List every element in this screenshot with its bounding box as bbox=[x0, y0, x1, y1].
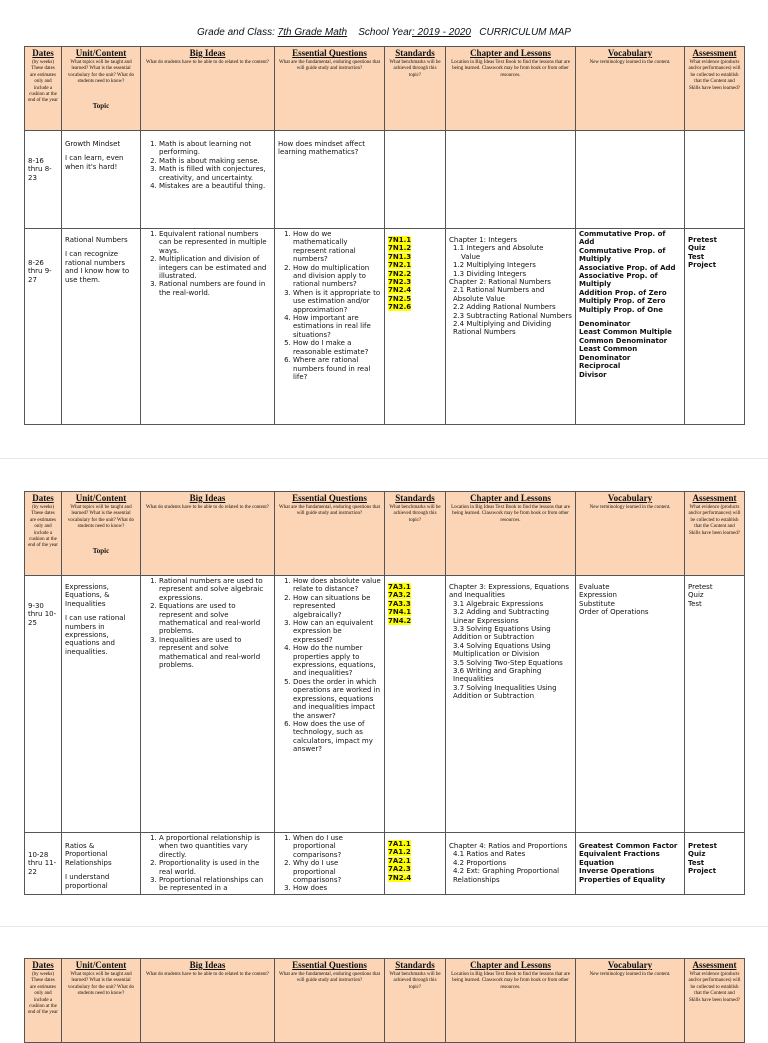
row-assessment bbox=[685, 576, 745, 833]
header-big-ideas: Big Ideas What do students have to be able to do related to the content? bbox=[141, 492, 275, 576]
header-unit: Unit/Content What topics will be taught and learned? What is the essential vocabulary for the unit? What do students need to know? Topic bbox=[62, 47, 141, 131]
vocab-term: Common Denominator bbox=[579, 336, 668, 345]
header-big-ideas: Big Ideas What do students have to be able to do related to the content? bbox=[141, 47, 275, 131]
header-dates: Dates (by weeks) These dates are estimates only and include a cushion at the end of the year bbox=[25, 959, 62, 1043]
standard-code: 7N1.1 bbox=[388, 236, 412, 244]
assessment-item: Pretest bbox=[688, 583, 713, 591]
vocab-term: Commutative Prop. of Add bbox=[579, 230, 666, 247]
row-vocab bbox=[576, 576, 685, 833]
lesson-item: 3.2 Adding and Subtracting Linear Expressions bbox=[453, 608, 550, 625]
vocab-term: Order of Operations bbox=[579, 608, 649, 617]
chapter-heading: Chapter 1: Integers bbox=[449, 236, 518, 244]
assessment-item: Project bbox=[688, 261, 717, 270]
assessment-item: Project bbox=[688, 867, 717, 876]
row-dates: 9-30 thru 10-25 bbox=[25, 576, 62, 833]
assessment-item: Test bbox=[688, 858, 705, 867]
lesson-item: 3.3 Solving Equations Using Addition or Subtraction bbox=[453, 625, 551, 642]
row-big-ideas bbox=[141, 833, 275, 895]
header-assessment: Assessment What evidence (products and/or performances) will be collected to establish that the Content and Skills have been learned? bbox=[685, 47, 745, 131]
assessment-item: Quiz bbox=[688, 244, 706, 253]
list-item: 3. Inequalities are used to represent and solve mathematical and real-world problems. bbox=[159, 636, 271, 670]
table-row bbox=[25, 833, 745, 895]
assessment-item: Test bbox=[688, 252, 705, 261]
list-item: 4. How important are estimations in real life situations? bbox=[293, 314, 381, 339]
vocab-term: Inverse Operations bbox=[579, 867, 655, 876]
vocab-term: Properties of Equality bbox=[579, 875, 666, 884]
vocab-term: Substitute bbox=[579, 599, 615, 608]
assessment-item: Pretest bbox=[688, 842, 717, 850]
header-big-ideas: Big Ideas What do students have to be able to do related to the content? bbox=[141, 959, 275, 1043]
chapter-heading: Chapter 3: Expressions, Equations and Inequalities bbox=[449, 583, 569, 600]
row-big-ideas bbox=[141, 229, 275, 425]
list-item: 3. How can an equivalent expression be expressed? bbox=[293, 619, 381, 644]
lesson-item: 2.3 Subtracting Rational Numbers bbox=[453, 311, 572, 320]
vocab-term: Commutative Prop. of Multiply bbox=[579, 246, 666, 264]
list-item: 2. How can situations be represented algebraically? bbox=[293, 594, 381, 619]
vocab-term: Associative Prop. of Add bbox=[579, 263, 676, 272]
lesson-item: 3.7 Solving Inequalities Using Addition or Subtraction bbox=[453, 683, 557, 701]
list-item: 1. How does absolute value relate to distance? bbox=[293, 577, 381, 594]
assessment-item: Test bbox=[688, 599, 702, 608]
question-text: How does mindset affect learning mathematics? bbox=[278, 140, 365, 157]
lesson-item: 1.1 Integers and Absolute bbox=[453, 244, 544, 253]
list-item: 2. Math is about making sense. bbox=[159, 157, 271, 165]
page-title bbox=[0, 27, 768, 38]
list-item: 2. Why do I use proportional comparisons? bbox=[293, 859, 381, 884]
unit-title: Growth Mindset bbox=[65, 140, 121, 148]
row-big-ideas bbox=[141, 576, 275, 833]
vocab-term: Denominator bbox=[579, 320, 631, 329]
lesson-item: 4.1 Ratios and Rates bbox=[453, 850, 526, 859]
vocab-term: Addition Prop. of Zero bbox=[579, 288, 667, 297]
lesson-item: 2.4 Multiplying and Dividing Rational Numbers bbox=[453, 320, 552, 337]
header-unit: Unit/Content What topics will be taught and learned? What is the essential vocabulary for the unit? What do students need to know? Topic bbox=[62, 492, 141, 576]
standard-code: 7N1.2 bbox=[388, 244, 412, 253]
header-dates: Dates (by weeks) These dates are estimates only and include a cushion at the end of the year bbox=[25, 47, 62, 131]
curriculum-table-page-2 bbox=[24, 491, 745, 895]
row-unit bbox=[62, 576, 141, 833]
lesson-item: 4.2 Proportions bbox=[453, 858, 507, 867]
list-item: 1. A proportional relationship is when two quantities vary directly. bbox=[159, 834, 271, 859]
standard-code: 7N2.6 bbox=[388, 303, 412, 312]
vocab-term: Greatest Common Factor bbox=[579, 842, 678, 850]
header-standards: Standards What benchmarks will be achieved through this topic? bbox=[385, 492, 446, 576]
row-standards bbox=[385, 833, 446, 895]
list-item: 4. How do the number properties apply to expressions, equations, and inequalities? bbox=[293, 644, 381, 678]
assessment-item: Quiz bbox=[688, 850, 706, 859]
header-row bbox=[25, 492, 745, 576]
lesson-item: 1.2 Multiplying Integers bbox=[453, 261, 536, 270]
list-item: 5. Does the order in which operations are worked in expressions, equations and inequalities impact the answer? bbox=[293, 678, 381, 720]
grade-label: Grade and Class: bbox=[197, 27, 275, 38]
lesson-item: 4.2 Ext: Graphing Proportional Relationships bbox=[453, 867, 560, 884]
curriculum-table-page-1 bbox=[24, 46, 745, 425]
header-vocab: Vocabulary New terminology learned in the content. bbox=[576, 47, 685, 131]
standard-code: 7A2.3 bbox=[388, 865, 411, 874]
header-vocab: Vocabulary New terminology learned in the content. bbox=[576, 492, 685, 576]
unit-title: Ratios & Proportional Relationships bbox=[65, 842, 112, 867]
row-chapters bbox=[446, 229, 576, 425]
curriculum-table-page-3 bbox=[24, 958, 745, 1043]
chapter-heading: Chapter 4: Ratios and Proportions bbox=[449, 842, 568, 850]
lesson-item: 3.4 Solving Equations Using Multiplication or Division bbox=[453, 641, 551, 659]
lesson-item: 3.6 Writing and Graphing Inequalities bbox=[453, 667, 542, 684]
vocab-term: Least Common Multiple bbox=[579, 328, 672, 337]
vocab-term: Expression bbox=[579, 591, 617, 600]
standard-code: 7N2.3 bbox=[388, 278, 412, 287]
header-row bbox=[25, 959, 745, 1043]
vocab-term: Divisor bbox=[579, 370, 607, 379]
list-item: 3. Math is filled with conjectures, creativity, and uncertainty. bbox=[159, 165, 271, 182]
standard-code: 7N2.2 bbox=[388, 269, 412, 278]
header-standards: Standards What benchmarks will be achieved through this topic? bbox=[385, 959, 446, 1043]
row-assessment bbox=[685, 131, 745, 229]
row-assessment bbox=[685, 229, 745, 425]
unit-title: Expressions, Equations, & Inequalities bbox=[65, 583, 110, 608]
row-dates: 8-16 thru 8-23 bbox=[25, 131, 62, 229]
header-dates: Dates (by weeks) These dates are estimates only and include a cushion at the end of the year bbox=[25, 492, 62, 576]
row-questions bbox=[275, 131, 385, 229]
header-chapters: Chapter and Lessons Location in Big Ideas Text Book to find the lessons that are being learned. Classwork may be from book or from other resources. bbox=[446, 492, 576, 576]
header-questions: Essential Questions What are the fundamental, enduring questions that will guide study and instruction? bbox=[275, 492, 385, 576]
list-item: 1. Rational numbers are used to represent and solve algebraic expressions. bbox=[159, 577, 271, 602]
standard-code: 7A3.3 bbox=[388, 599, 411, 608]
map-label: CURRICULUM MAP bbox=[479, 27, 571, 38]
header-chapters: Chapter and Lessons Location in Big Ideas Text Book to find the lessons that are being learned. Classwork may be from book or from other resources. bbox=[446, 959, 576, 1043]
header-unit: Unit/Content What topics will be taught and learned? What is the essential vocabulary for the unit? What do students need to know? bbox=[62, 959, 141, 1043]
row-unit bbox=[62, 833, 141, 895]
lesson-item: Value bbox=[461, 252, 481, 261]
vocab-term: Evaluate bbox=[579, 583, 610, 591]
standard-code: 7A2.1 bbox=[388, 856, 411, 865]
list-item: 3. How does bbox=[293, 884, 381, 892]
list-item: 1. Math is about learning not performing. bbox=[159, 140, 271, 157]
header-assessment: Assessment What evidence (products and/or performances) will be collected to establish that the Content and Skills have been learned? bbox=[685, 492, 745, 576]
chapter-heading: Chapter 2: Rational Numbers bbox=[449, 278, 551, 287]
header-standards: Standards What benchmarks will be achieved through this topic? bbox=[385, 47, 446, 131]
page-break bbox=[0, 458, 768, 459]
list-item: 2. Proportionality is used in the real world. bbox=[159, 859, 271, 876]
table-row bbox=[25, 229, 745, 425]
row-standards bbox=[385, 576, 446, 833]
assessment-item: Pretest bbox=[688, 236, 717, 244]
row-unit bbox=[62, 229, 141, 425]
lesson-item: 2.2 Adding Rational Numbers bbox=[453, 303, 556, 312]
standard-code: 7A1.1 bbox=[388, 840, 411, 848]
list-item: 2. Multiplication and division of integers can be estimated and illustrated. bbox=[159, 255, 271, 280]
list-item: 6. How does the use of technology, such as calculators, impact my answer? bbox=[293, 720, 381, 754]
year-value: : 2019 - 2020 bbox=[412, 27, 471, 38]
list-item: 3. Rational numbers are found in the real-world. bbox=[159, 280, 271, 297]
unit-goal: I can learn, even when it's hard! bbox=[65, 154, 124, 171]
unit-goal: I can use rational numbers in expressions, equations and inequalities. bbox=[65, 614, 126, 656]
unit-title: Rational Numbers bbox=[65, 236, 128, 244]
list-item: 4. Mistakes are a beautiful thing. bbox=[159, 182, 271, 190]
header-questions: Essential Questions What are the fundamental, enduring questions that will guide study and instruction? bbox=[275, 959, 385, 1043]
row-vocab bbox=[576, 229, 685, 425]
vocab-term: Reciprocal bbox=[579, 362, 621, 371]
row-dates: 8-26 thru 9-27 bbox=[25, 229, 62, 425]
row-chapters bbox=[446, 131, 576, 229]
list-item: 1. When do I use proportional comparisons? bbox=[293, 834, 381, 859]
row-standards bbox=[385, 131, 446, 229]
standard-code: 7N4.2 bbox=[388, 616, 412, 625]
list-item: 2. Equations are used to represent and solve mathematical and real-world problems. bbox=[159, 602, 271, 636]
standard-code: 7N2.5 bbox=[388, 294, 412, 303]
standard-code: 7A1.2 bbox=[388, 848, 411, 857]
year-label: School Year bbox=[358, 27, 412, 38]
row-standards bbox=[385, 229, 446, 425]
assessment-item: Quiz bbox=[688, 591, 704, 600]
row-questions bbox=[275, 833, 385, 895]
standard-code: 7N2.4 bbox=[388, 873, 412, 882]
row-big-ideas bbox=[141, 131, 275, 229]
grade-value: 7th Grade Math bbox=[277, 27, 348, 38]
vocab-term: Associative Prop. of Multiply bbox=[579, 272, 658, 289]
list-item: 3. When is it appropriate to use estimation and/or approximation? bbox=[293, 289, 381, 314]
unit-goal: I understand proportional bbox=[65, 873, 110, 890]
standard-code: 7A3.2 bbox=[388, 591, 411, 600]
vocab-term: Multiply Prop. of Zero bbox=[579, 297, 666, 306]
row-chapters bbox=[446, 833, 576, 895]
lesson-item: 3.5 Solving Two-Step Equations bbox=[453, 658, 563, 667]
row-chapters bbox=[446, 576, 576, 833]
lesson-item: 3.1 Algebraic Expressions bbox=[453, 599, 544, 608]
table-row bbox=[25, 576, 745, 833]
standard-code: 7A3.1 bbox=[388, 583, 411, 591]
table-row bbox=[25, 131, 745, 229]
row-vocab bbox=[576, 833, 685, 895]
list-item: 1. How do we mathematically represent rational numbers? bbox=[293, 230, 381, 264]
lesson-item: 2.1 Rational Numbers and Absolute Value bbox=[453, 286, 545, 303]
vocab-term: Multiply Prop. of One bbox=[579, 305, 663, 314]
list-item: 3. Proportional relationships can be represented in a bbox=[159, 876, 271, 893]
list-item: 1. Equivalent rational numbers can be represented in multiple ways. bbox=[159, 230, 271, 255]
unit-goal: I can recognize rational numbers and I know how to use them. bbox=[65, 250, 130, 284]
list-item: 6. Where are rational numbers found in real life? bbox=[293, 356, 381, 381]
standard-code: 7N1.3 bbox=[388, 252, 412, 261]
list-item: 5. How do I make a reasonable estimate? bbox=[293, 339, 381, 356]
standard-code: 7N2.1 bbox=[388, 261, 412, 270]
row-assessment bbox=[685, 833, 745, 895]
lesson-item: 1.3 Dividing Integers bbox=[453, 269, 527, 278]
header-chapters: Chapter and Lessons Location in Big Ideas Text Book to find the lessons that are being learned. Classwork may be from book or from other resources. bbox=[446, 47, 576, 131]
standard-code: 7N4.1 bbox=[388, 608, 412, 617]
row-dates: 10-28 thru 11-22 bbox=[25, 833, 62, 895]
row-vocab bbox=[576, 131, 685, 229]
header-questions: Essential Questions What are the fundamental, enduring questions that will guide study and instruction? bbox=[275, 47, 385, 131]
row-questions bbox=[275, 229, 385, 425]
vocab-term: Equation bbox=[579, 858, 615, 867]
header-vocab: Vocabulary New terminology learned in the content. bbox=[576, 959, 685, 1043]
row-unit bbox=[62, 131, 141, 229]
vocab-term: Equivalent Fractions bbox=[579, 850, 660, 859]
row-questions bbox=[275, 576, 385, 833]
list-item: 2. How do multiplication and division apply to rational numbers? bbox=[293, 264, 381, 289]
standard-code: 7N2.4 bbox=[388, 286, 412, 295]
vocab-term: Least Common Denominator bbox=[579, 345, 638, 362]
page-break bbox=[0, 926, 768, 927]
header-assessment: Assessment What evidence (products and/or performances) will be collected to establish that the Content and Skills have been learned? bbox=[685, 959, 745, 1043]
header-row bbox=[25, 47, 745, 131]
